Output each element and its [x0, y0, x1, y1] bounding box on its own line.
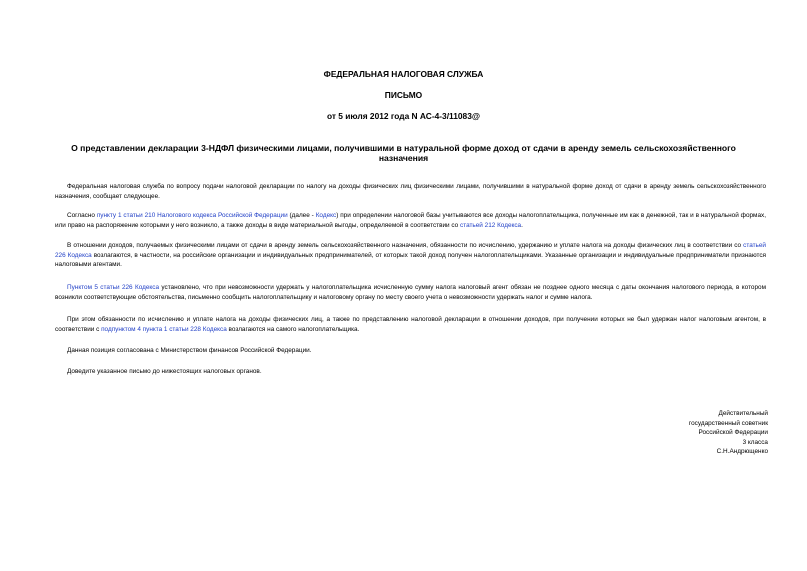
paragraph-text: При этом обязанности по исчислению и уплате налога на доходы физических лиц, а также по представлению налоговой декларации в отношении доходов, при получении которых не был удержан налог налоговым агентом, в соответствии с [55, 316, 766, 333]
paragraph-text: Согласно [67, 212, 97, 219]
signature-rank-line-3: Российской Федерации [698, 429, 768, 437]
paragraph-text: возлагаются на самого налогоплательщика. [226, 325, 360, 333]
document-title: О представлении декларации 3-НДФЛ физическими лицами, получившими в натуральной форме доход от сдачи в аренду земель сельскохозяйственного назначения [71, 143, 736, 163]
link-article-228-subpoint-4[interactable]: подпунктом 4 пункта 1 статьи 228 Кодекса [101, 325, 227, 333]
paragraph-text: Данная позиция согласована с Министерством финансов Российской Федерации. [67, 347, 312, 354]
paragraph-text: Доведите указанное письмо до нижестоящих налоговых органов. [67, 368, 262, 375]
paragraph-text: возлагаются, в частности, на российские организации и индивидуальных предпринимателей, от которых такой доход получен налогоплательщиками. Указанные организации и индивидуальные предприниматели признаются налоговыми агентами. [55, 251, 766, 268]
paragraph-text: (далее - [287, 212, 316, 219]
paragraph-income-base [55, 211, 766, 230]
paragraph-text: . [521, 221, 523, 229]
paragraph-text: Федеральная налоговая служба по вопросу подачи налоговой декларации по налогу на доходы физических лиц физическими лицами, получившими в натуральной форме доход от сдачи в аренду земель сельскохозяйственного назначения, сообщает следующее. [55, 183, 766, 200]
paragraph-text: ) при определении налоговой базы учитываются все доходы налогоплательщика, полученные им как в денежной, так и в натуральной формах, или право на распоряжение которыми у него возникло, а также доходы в виде материальной выгоды, определяемой в соответствии со [55, 212, 766, 229]
agency-heading: ФЕДЕРАЛЬНАЯ НАЛОГОВАЯ СЛУЖБА [323, 69, 484, 79]
signatory-name: С.Н.Андрющенко [716, 448, 768, 456]
paragraph-text: В отношении доходов, получаемых физическими лицами от сдачи в аренду земель сельскохозяйственного назначения, обязанности по исчислению, удержанию и уплате налога на доходы физических лиц в соответствии со [67, 242, 744, 249]
link-article-212[interactable]: статьей 212 Кодекса [460, 221, 522, 229]
paragraph-agent-obligation [55, 283, 766, 302]
link-article-210[interactable]: пункту 1 статьи 210 Налогового кодекса Российской Федерации [96, 212, 288, 219]
paragraph-text: установлено, что при невозможности удержать у налогоплательщика исчисленную сумму налога налоговый агент обязан не позднее одного месяца с даты окончания налогового периода, в котором возникли соответствующие обстоятельства, письменно сообщить налогоплательщику и налоговому органу по месту своего учета о невозможности удержать налог и сумме налога. [55, 284, 766, 301]
signature-block [560, 409, 768, 457]
signature-rank-line-1: Действительный [718, 410, 768, 417]
link-article-226-point-5[interactable]: Пунктом 5 статьи 226 Кодекса [67, 284, 160, 291]
signature-rank-line-4: 3 класса [742, 438, 768, 446]
document-type-heading: ПИСЬМО [384, 90, 423, 100]
paragraph-tax-agents [55, 241, 766, 270]
link-article-226[interactable]: статьей 226 Кодекса [55, 242, 766, 259]
paragraph-taxpayer-obligation [55, 315, 766, 334]
link-code[interactable]: Кодекс [315, 212, 337, 219]
paragraph-agreed [55, 346, 766, 356]
paragraph-distribute [55, 367, 766, 377]
paragraph-intro [55, 182, 766, 201]
document-date-number: от 5 июля 2012 года N АС-4-3/11083@ [326, 111, 481, 121]
signature-rank-line-2: государственный советник [688, 419, 768, 427]
